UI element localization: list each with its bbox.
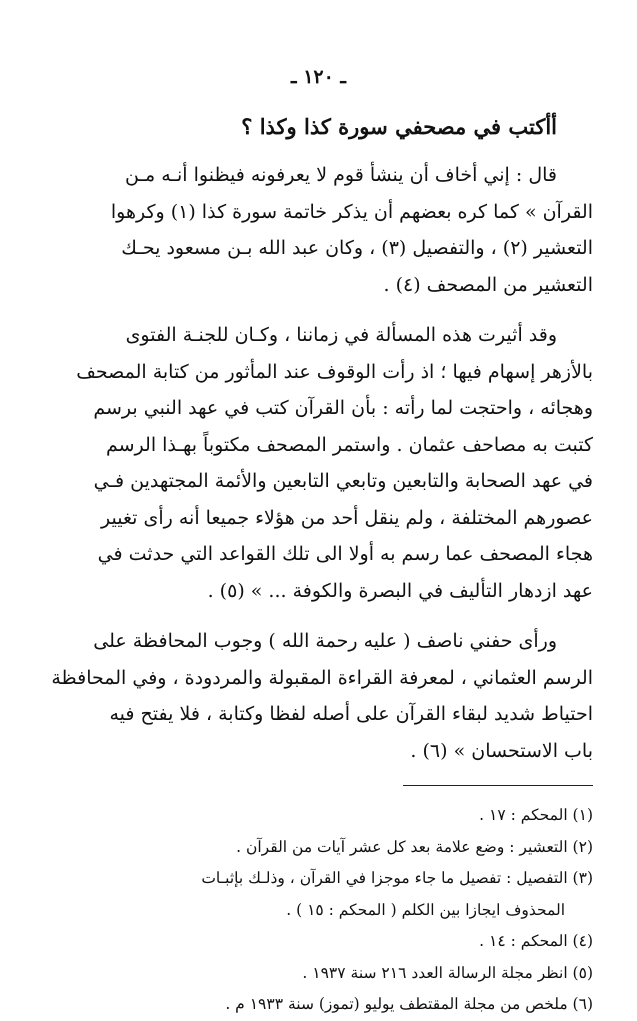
footnotes bbox=[44, 800, 593, 1021]
footnote-2: (٢) التعشير : وضع علامة بعد كل عشر آيات من القرآن . bbox=[236, 837, 593, 856]
question-heading: أأكتب في مصحفي سورة كذا وكذا ؟ bbox=[241, 114, 557, 139]
page-number: ـ ١٢٠ ـ bbox=[291, 66, 346, 88]
paragraph-line: وقد أثيرت هذه المسألة في زماننا ، وكـان للجنـة الفتوى bbox=[125, 324, 557, 346]
footnote-1: (١) المحكم : ١٧ . bbox=[479, 806, 593, 824]
paragraph-line: الرسم العثماني ، لمعرفة القراءة المقبولة والمردودة ، وفي المحافظة bbox=[51, 666, 593, 689]
paragraph-line: في عهد الصحابة والتابعين وتابعي التابعين والأئمة المجتهدين فـي bbox=[93, 470, 593, 492]
footnote-text: (٣) التفصيل : تفصيل ما جاء موجزا في القرآن ، وذلـك بإثبـات bbox=[201, 869, 593, 887]
footnote-3 bbox=[44, 863, 593, 926]
footnote-continuation: المحذوف ايجازا بين الكلم ( المحكم : ١٥ ) . bbox=[286, 900, 565, 919]
paragraph-line: كتبت به مصاحف عثمان . واستمر المصحف مكتوباً بهـذا الرسم bbox=[105, 433, 593, 456]
paragraph-2 bbox=[44, 317, 593, 609]
paragraph-line: قال : إني أخاف أن ينشأ قوم لا يعرفونه فيظنوا أنـه مـن bbox=[125, 164, 557, 186]
paragraph-1 bbox=[44, 157, 593, 303]
footnote-6: (٦) ملخص من مجلة المقتطف يوليو (تموز) سنة ١٩٣٣ م . bbox=[225, 995, 593, 1013]
paragraph-line: ورأى حفني ناصف ( عليه رحمة الله ) وجوب المحافظة على bbox=[93, 630, 557, 652]
footnote-5: (٥) انظر مجلة الرسالة العدد ٢١٦ سنة ١٩٣٧ . bbox=[302, 963, 593, 982]
paragraph-line: بالأزهر إسهام فيها ؛ اذ رأت الوقوف عند المأثور من كتابة المصحف bbox=[76, 360, 593, 383]
paragraph-line: القرآن » كما كره بعضهم أن يذكر خاتمة سورة كذا (١) وكرهوا bbox=[110, 200, 593, 223]
paragraph-line: وهجائه ، واحتجت لما رأته : بأن القرآن كتب في عهد النبي برسم bbox=[93, 397, 593, 419]
footnote-4: (٤) المحكم : ١٤ . bbox=[479, 932, 593, 950]
paragraph-line: هجاء المصحف عما رسم به أولا الى تلك القواعد التي حدثت في bbox=[97, 543, 593, 565]
paragraph-line: التعشير (٢) ، والتفصيل (٣) ، وكان عبد الله بـن مسعود يحـك bbox=[121, 237, 593, 259]
paragraph-line: احتياط شديد لبقاء القرآن على أصله لفظا وكتابة ، فلا يفتح فيه bbox=[109, 703, 593, 725]
paragraph-line: التعشير من المصحف (٤) . bbox=[383, 273, 593, 296]
footnote-separator bbox=[403, 785, 593, 786]
paragraph-line: عصورهم المختلفة ، ولم ينقل أحد من هؤلاء جميعا أنه رأى تغيير bbox=[101, 506, 593, 529]
paragraph-3 bbox=[44, 623, 593, 769]
paragraph-line: باب الاستحسان » (٦) . bbox=[410, 739, 593, 762]
paragraph-line: عهد ازدهار التأليف في البصرة والكوفة ... » (٥) . bbox=[207, 579, 593, 602]
